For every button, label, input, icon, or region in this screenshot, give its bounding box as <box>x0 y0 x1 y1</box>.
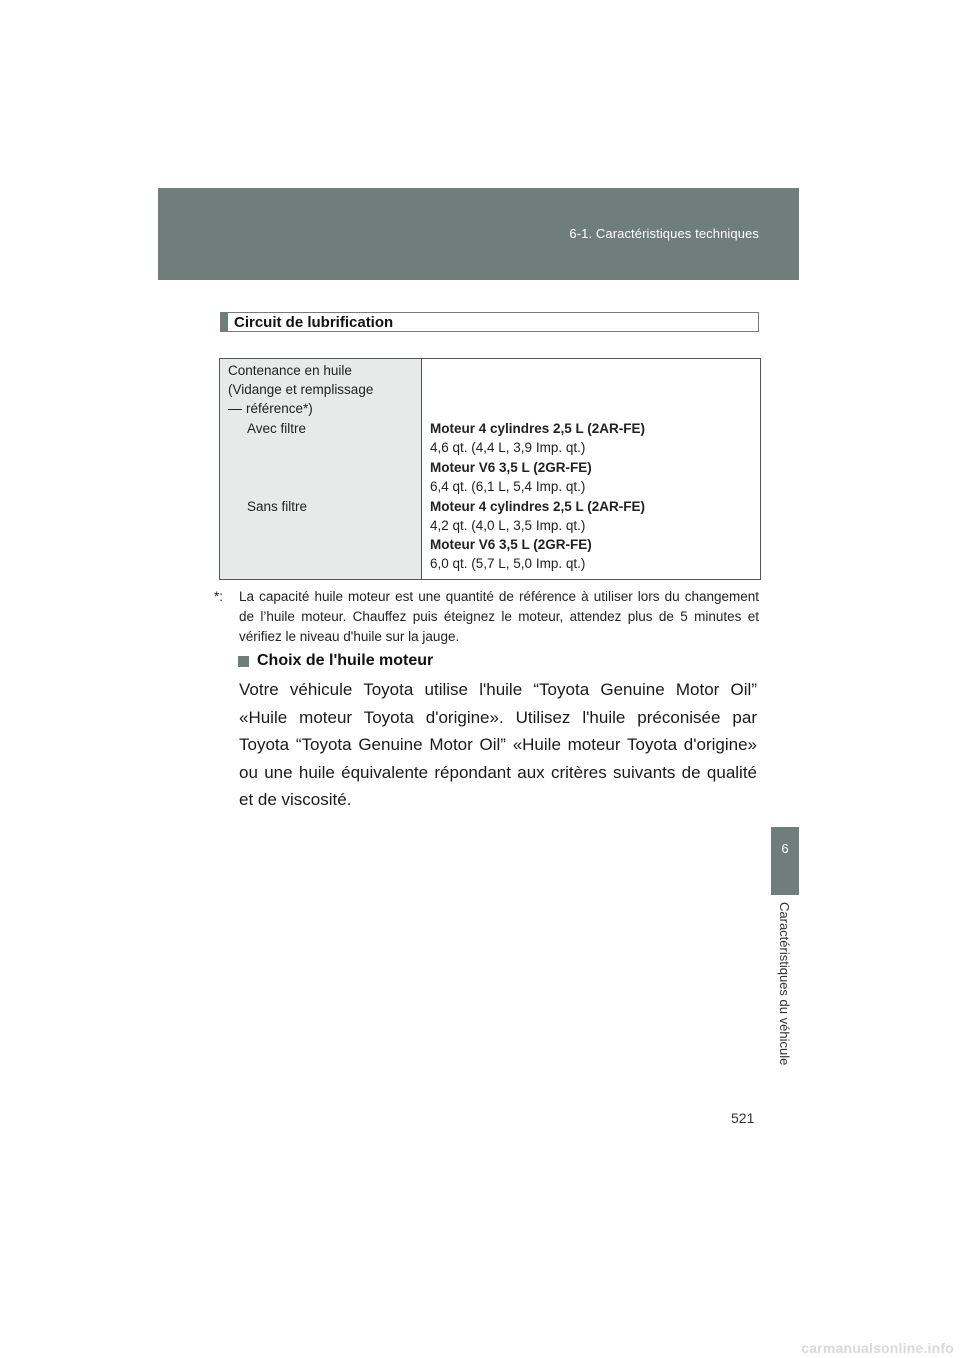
section-heading <box>220 312 759 332</box>
without-filter-engine-1: Moteur 4 cylindres 2,5 L (2AR-FE) <box>430 499 646 514</box>
label-line-3-text: référence*) <box>246 401 313 416</box>
footnote-mark: *: <box>214 589 224 604</box>
section-bar-icon <box>221 313 228 331</box>
dash-icon <box>228 409 242 410</box>
with-filter-value-2: 6,4 qt. (6,1 L, 5,4 Imp. qt.) <box>430 479 586 494</box>
chapter-side-label: Caractéristiques du véhicule <box>777 902 792 1066</box>
with-filter-value-1: 4,6 qt. (4,4 L, 3,9 Imp. qt.) <box>430 440 586 455</box>
footnote-text: La capacité huile moteur est une quantité de référence à utiliser lors du changement de l’huile moteur. Chauffez puis éteignez le moteur, attendez plus de 5 minutes et vérifiez le niveau d'huile sur la jauge. <box>239 589 759 644</box>
chapter-title: 6-1. Caractéristiques techniques <box>569 226 759 241</box>
chapter-number: 6 <box>781 841 789 856</box>
table-value-column <box>422 359 760 579</box>
square-bullet-icon <box>238 656 249 667</box>
without-filter-value-2: 6,0 qt. (5,7 L, 5,0 Imp. qt.) <box>430 556 586 571</box>
page-number: 521 <box>731 1110 755 1126</box>
label-without-filter: Sans filtre <box>247 499 308 514</box>
label-line-1: Contenance en huile <box>228 363 352 378</box>
without-filter-value-1: 4,2 qt. (4,0 L, 3,5 Imp. qt.) <box>430 518 586 533</box>
chapter-side-tab <box>771 827 799 895</box>
oil-capacity-table <box>219 358 761 580</box>
table-label-column <box>220 359 422 579</box>
with-filter-engine-2: Moteur V6 3,5 L (2GR-FE) <box>430 460 592 475</box>
chapter-header <box>158 188 799 280</box>
label-with-filter: Avec filtre <box>247 421 307 436</box>
subsection-title: Choix de l'huile moteur <box>257 652 434 669</box>
watermark: carmanualsonline.info <box>801 1340 954 1356</box>
label-line-2: (Vidange et remplissage <box>228 382 374 397</box>
subsection-heading <box>238 652 433 670</box>
with-filter-engine-1: Moteur 4 cylindres 2,5 L (2AR-FE) <box>430 421 646 436</box>
footnote <box>214 587 759 647</box>
without-filter-engine-2: Moteur V6 3,5 L (2GR-FE) <box>430 537 592 552</box>
body-paragraph: Votre véhicule Toyota utilise l'huile “Toyota Genuine Motor Oil” «Huile moteur Toyota d'origine». Utilisez l'huile préconisée par Toyota “Toyota Genuine Motor Oil” «Huile moteur Toyota d'origine» ou une huile équivalente répondant aux critères suivants de qualité et de viscosité. <box>239 680 757 809</box>
label-line-3 <box>228 401 313 416</box>
section-title: Circuit de lubrification <box>234 313 394 331</box>
